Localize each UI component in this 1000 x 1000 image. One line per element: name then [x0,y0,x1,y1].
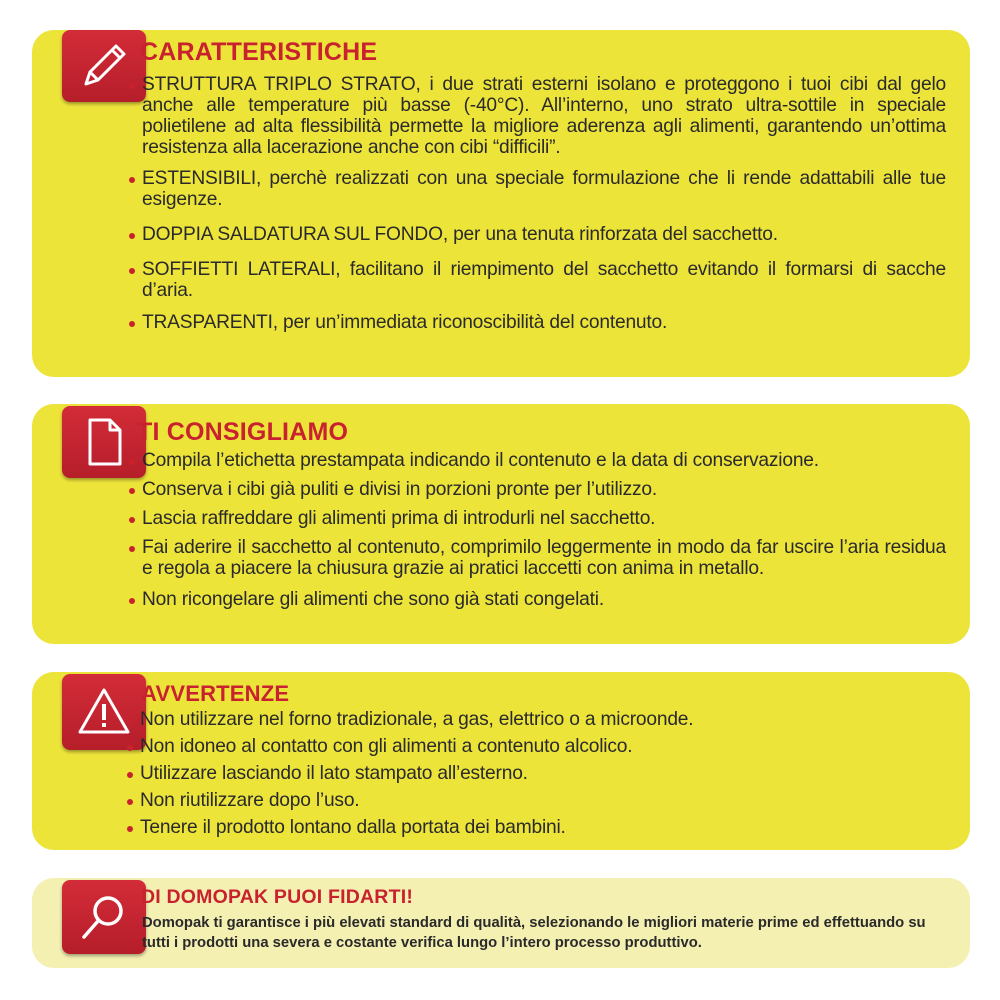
feature-list [142,74,946,333]
pencil-icon-box [62,30,146,102]
warning-list [140,709,940,838]
list-item: Compila l’etichetta prestampata indicando il contenuto e la data di conservazione. [142,450,946,471]
list-item: DOPPIA SALDATURA SUL FONDO, per una tenuta rinforzata del sacchetto. [142,224,946,245]
magnifier-icon [76,889,132,945]
section-avvertenze [32,672,970,850]
warning-icon-box [62,674,146,750]
document-icon [76,414,132,470]
list-item: TRASPARENTI, per un’immediata riconoscibilità del contenuto. [142,312,946,333]
list-item: STRUTTURA TRIPLO STRATO, i due strati esterni isolano e proteggono i tuoi cibi dal gelo anche alle temperature più basse (-40°C). All’interno, uno strato ultra-sottile in speciale polietilene ad alta flessibilità permette la migliore aderenza agli alimenti, garantendo un’ottima resistenza alla lacerazione anche con cibi “difficili”. [142,74,947,158]
section-consigli [32,404,970,644]
section-fiducia [32,878,970,968]
warning-icon [74,684,134,740]
section-title: AVVERTENZE [141,681,290,706]
list-item: Non idoneo al contatto con gli alimenti a contenuto alcolico. [140,736,940,757]
list-item: Fai aderire il sacchetto al contenuto, comprimilo leggermente in modo da far uscire l’aria residua e regola a piacere la chiusura grazie ai pratici laccetti con anima in metallo. [142,537,946,579]
section-title: DI DOMOPAK PUOI FIDARTI! [141,886,414,908]
list-item: Conserva i cibi già puliti e divisi in porzioni pronte per l’utilizzo. [142,479,946,500]
list-item: Utilizzare lasciando il lato stampato all’esterno. [140,763,940,784]
section-caratteristiche [32,30,970,377]
list-item: ESTENSIBILI, perchè realizzati con una speciale formulazione che li rende adattabili alle tue esigenze. [142,168,946,210]
section-title: TI CONSIGLIAMO [137,418,349,446]
advice-list [142,450,946,610]
list-item: SOFFIETTI LATERALI, facilitano il riempimento del sacchetto evitando il formarsi di sacche d’aria. [142,259,946,301]
document-icon-box [62,406,146,478]
list-item: Tenere il prodotto lontano dalla portata dei bambini. [140,817,940,838]
list-item: Non riutilizzare dopo l’uso. [140,790,940,811]
list-item: Non utilizzare nel forno tradizionale, a gas, elettrico o a microonde. [140,709,940,730]
magnifier-icon-box [62,880,146,954]
trust-paragraph: Domopak ti garantisce i più elevati standard di qualità, selezionando le migliori materie prime ed effettuando su tutti i prodotti una severa e costante verifica lungo l’intero processo produttivo. [142,915,926,951]
pencil-icon [76,38,132,94]
list-item: Lascia raffreddare gli alimenti prima di introdurli nel sacchetto. [142,508,946,529]
list-item: Non ricongelare gli alimenti che sono già stati congelati. [142,589,946,610]
section-title: CARATTERISTICHE [140,38,378,66]
